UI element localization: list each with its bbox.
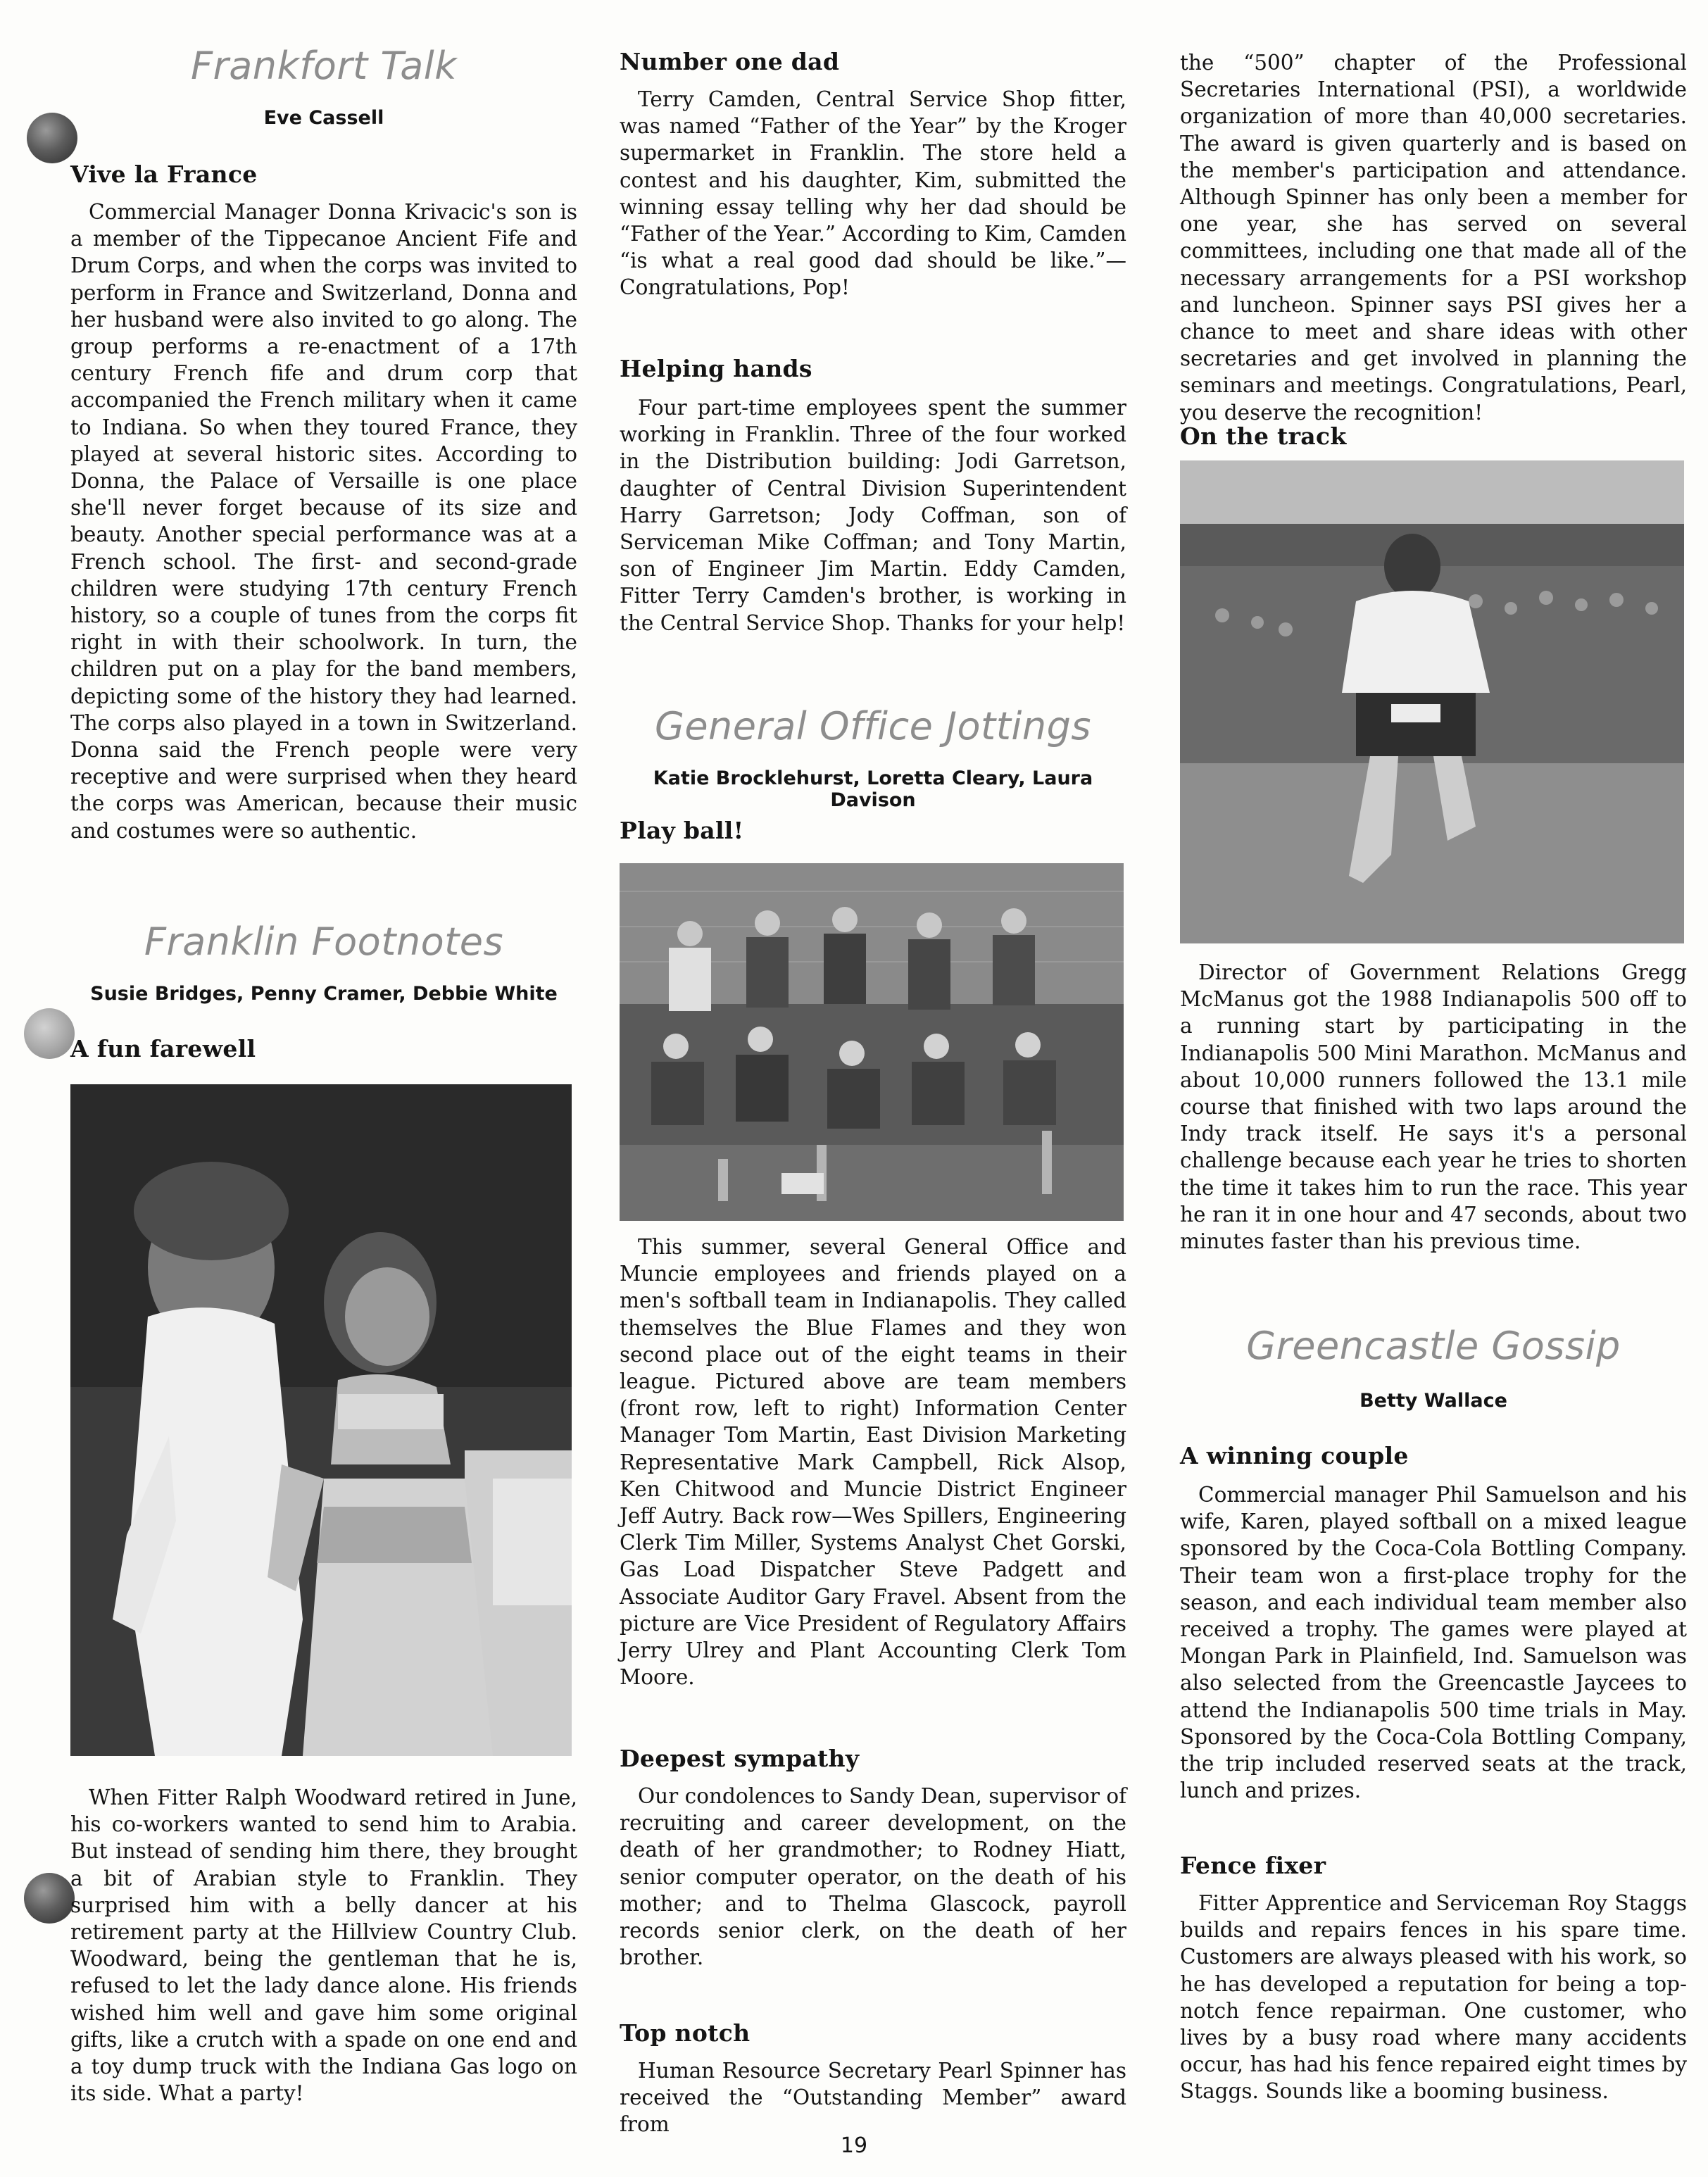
article-fence-fixer: Fitter Apprentice and Serviceman Roy Staggs builds and repairs fences in his spare time. Customers are always pleased with his work, so he has developed a reputation for being a top-notch fence repairman. One customer, who lives by a busy road where many accidents occur, has had his fence repaired eight times by Staggs. Sounds like a booming business. (1180, 1891, 1687, 2104)
heading-fence-fixer: Fence fixer (1180, 1852, 1326, 1879)
section-title-general-office-jottings: General Office Jottings (654, 704, 1092, 748)
article-deepest-sympathy: Our condolences to Sandy Dean, supervisor of recruiting and career development, on the death of her grandmother; to Rodney Hiatt, senior computer operator, on the death of his mother; and to Thelma Glascock, payroll records senior clerk, on the death of her brother. (620, 1784, 1126, 1970)
page-number: 19 (840, 2133, 868, 2158)
section-title-franklin-footnotes: Franklin Footnotes (144, 920, 504, 964)
heading-on-the-track: On the track (1180, 422, 1347, 450)
article-helping-hands: Four part-time employees spent the summer working in Franklin. Three of the four worked in the Distribution building: Jodi Garretson, daughter of Central Division Superintendent Harry Garretson; Jody Coffman, son of Serviceman Mike Coffman; and Tony Martin, son of Engineer Jim Martin. Eddy Camden, Fitter Terry Camden's brother, is working in the Central Service Shop. Thanks for your help! (620, 396, 1126, 635)
heading-deepest-sympathy: Deepest sympathy (620, 1745, 860, 1772)
article-vive-la-france: Commercial Manager Donna Krivacic's son is a member of the Tippecanoe Ancient Fife and Drum Corps, and when the corps was invited to perform in France and Switzerland, Donna and her husband were also invited to go along. The group performs a re-enactment of a 17th century French fife and drum corp that accompanied the French military when it came to Indiana. So when they toured France, they played at several historic sites. According to Donna, the Palace of Versaille is one place she'll never forget because of its size and beauty. Another special performance was at a French school. The first- and second-grade children were studying 17th century French history, so a couple of tunes from the corps fit right in with their schoolwork. In turn, the children put on a play for the band members, depicting some of the history they had learned. The corps also played in a town in Switzerland. Donna said the French people were very receptive and were surprised when they heard the corps was American, because their music and costumes were so authentic. (70, 200, 577, 843)
byline-franklin: Susie Bridges, Penny Cramer, Debbie White (90, 983, 558, 1005)
section-title-frankfort-talk: Frankfort Talk (190, 44, 458, 88)
heading-play-ball: Play ball! (620, 817, 744, 844)
article-play-ball: This summer, several General Office and Muncie employees and friends played on a men's softball team in Indianapolis. They called themselves the Blue Flames and they won second place out of the eight teams in their league. Pictured above are team members (front row, left to right) Information Center Manager Tom Martin, East Division Marketing Representative Mark Campbell, Rick Alsop, Ken Chitwood and Muncie District Engineer Jeff Autry. Back row—Wes Spillers, Engineering Clerk Tim Miller, Systems Analyst Chet Gorski, Gas Load Dispatcher Steve Padgett and Associate Auditor Gary Fravel. Absent from the picture are Vice President of Regulatory Affairs Jerry Ulrey and Plant Accounting Clerk Tom Moore. (620, 1235, 1126, 1690)
article-number-one-dad: Terry Camden, Central Service Shop fitter, was named “Father of the Year” by the Kroger supermarket in Franklin. The store held a contest and his daughter, Kim, submitted the winning essay telling why her dad should be “Father of the Year.” According to Kim, Camden “is what a real good dad should be like.”— Congratulations, Pop! (620, 87, 1126, 300)
byline-frankfort: Eve Cassell (263, 107, 384, 129)
photo-softball-team (620, 863, 1124, 1221)
article-top-notch-continued: the “500” chapter of the Professional Secretaries International (PSI), a worldwide organization of more than 40,000 secretaries. The award is given quarterly and is based on the member's participation and attendance. Although Spinner has only been a member for one year, she has served on several committees, including one that made all of the necessary arrangements for a PSI workshop and luncheon. Spinner says PSI gives her a chance to meet and share ideas with other secretaries and get involved in planning the seminars and meetings. Congratulations, Pearl, you deserve the recognition! (1180, 51, 1687, 425)
article-winning-couple: Commercial manager Phil Samuelson and his wife, Karen, played softball on a mixed league sponsored by the Coca-Cola Bottling Company. Their team won a first-place trophy for the season, and each individual team member also received a trophy. The games were played at Mongan Park in Plainfield, Ind. Samuelson was also selected from the Greencastle Jaycees to attend the Indianapolis 500 time trials in May. Sponsored by the Coca-Cola Bottling Company, the trip included reserved seats at the track, lunch and prizes. (1180, 1483, 1687, 1803)
heading-number-one-dad: Number one dad (620, 48, 840, 75)
article-top-notch: Human Resource Secretary Pearl Spinner has received the “Outstanding Member” award from (620, 2059, 1126, 2137)
binder-hole-bottom (24, 1873, 75, 1924)
byline-greencastle: Betty Wallace (1360, 1390, 1507, 1412)
heading-top-notch: Top notch (620, 2019, 751, 2047)
byline-general-office: Katie Brocklehurst, Loretta Cleary, Laura Davison (653, 767, 1093, 811)
section-title-greencastle-gossip: Greencastle Gossip (1246, 1324, 1621, 1368)
heading-fun-farewell: A fun farewell (70, 1035, 256, 1062)
heading-vive-la-france: Vive la France (70, 161, 258, 188)
article-fun-farewell: When Fitter Ralph Woodward retired in June, his co-workers wanted to send him to Arabia. But instead of sending him there, they brought a bit of Arabian style to Franklin. They surprised him with a belly dancer at his retirement party at the Hillview Country Club. Woodward, being the gentleman that he is, refused to let the lady dance alone. His friends wished him well and gave him some original gifts, like a crutch with a spade on one end and a toy dump truck with the Indiana Gas logo on its side. What a party! (70, 1786, 577, 2106)
photo-mini-marathon-runners (1180, 460, 1684, 943)
article-on-the-track: Director of Government Relations Gregg McManus got the 1988 Indianapolis 500 off to a running start by participating in the Indianapolis 500 Mini Marathon. McManus and about 10,000 runners followed the 13.1 mile course that finished with two laps around the Indy track itself. He says it's a personal challenge because each year he tries to shorten the time it takes him to run the race. This year he ran it in one hour and 47 seconds, about two minutes faster than his previous time. (1180, 960, 1687, 1254)
heading-winning-couple: A winning couple (1180, 1442, 1409, 1469)
heading-helping-hands: Helping hands (620, 355, 812, 382)
photo-belly-dancer-party (70, 1084, 572, 1756)
binder-hole-middle (24, 1008, 75, 1059)
